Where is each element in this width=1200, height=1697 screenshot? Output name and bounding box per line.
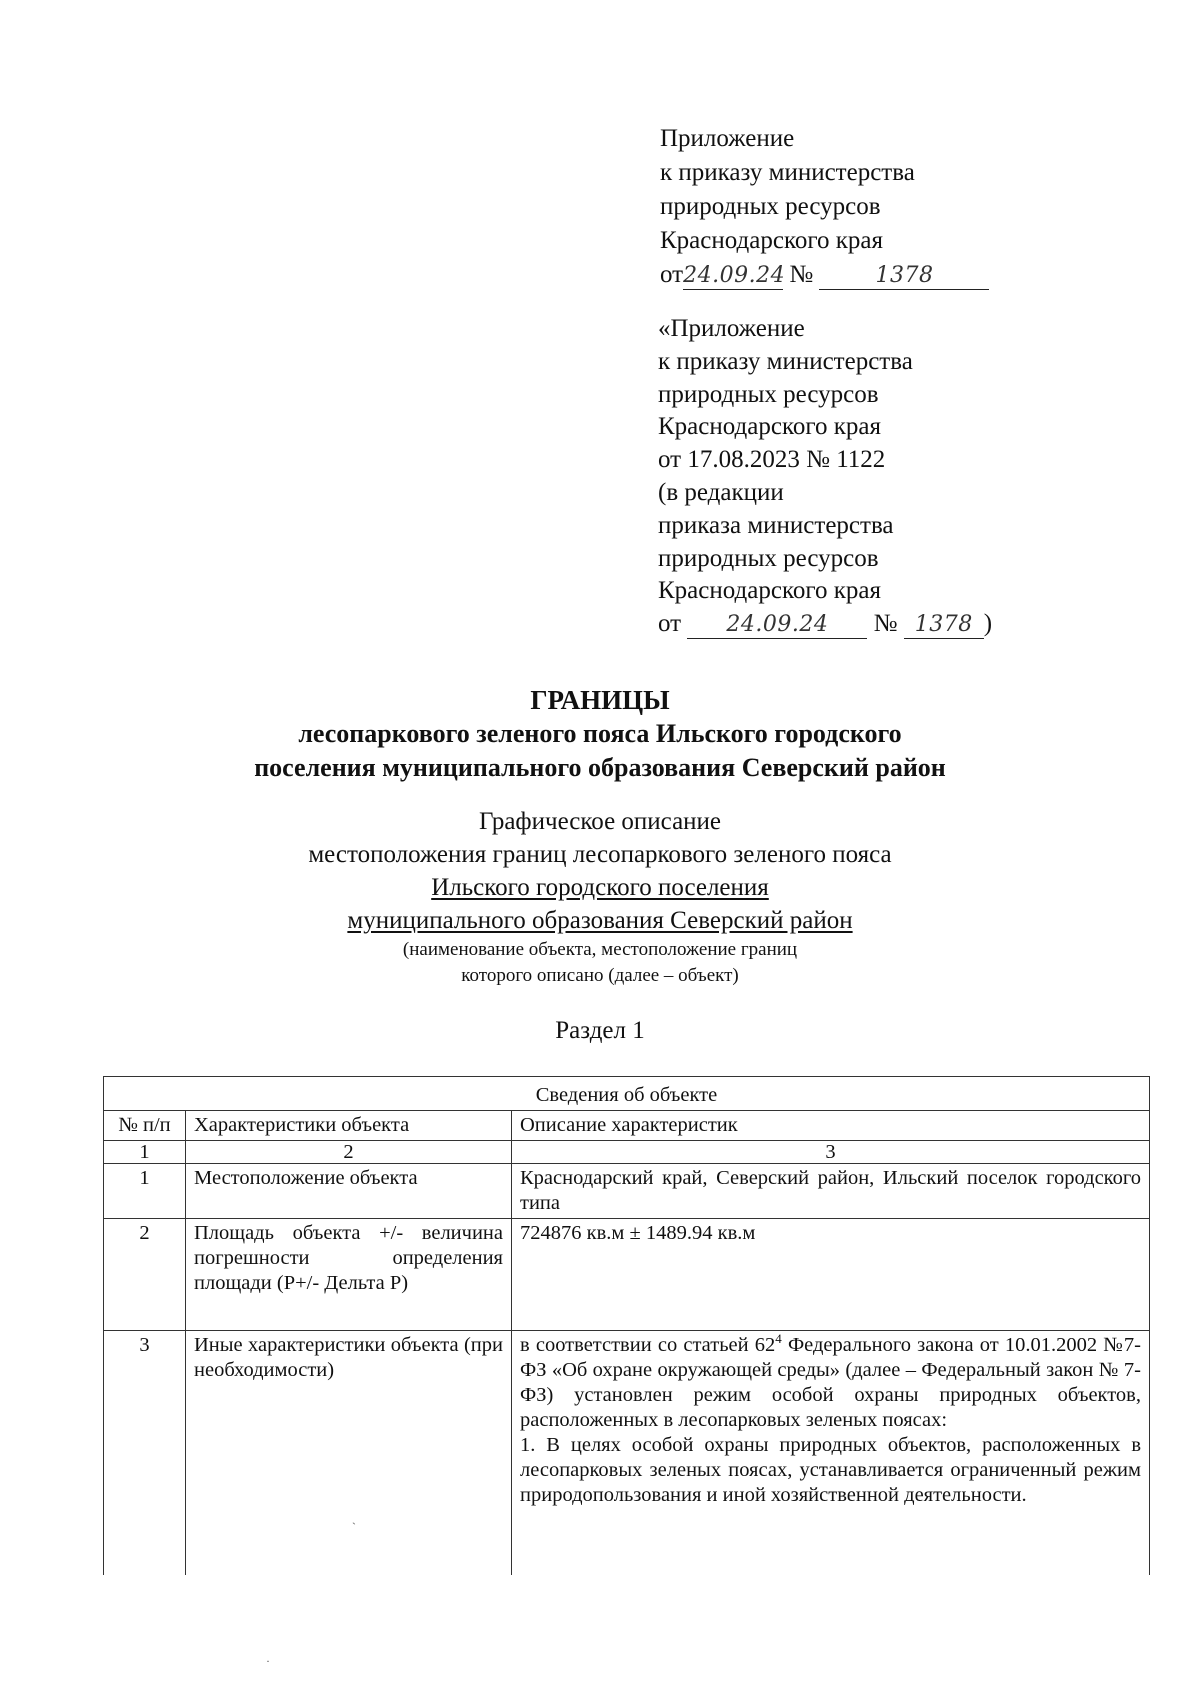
original-order-date: от 17.08.2023 № 1122 (658, 446, 886, 474)
column-number-2: 2 (186, 1141, 512, 1164)
row-number: 3 (104, 1331, 186, 1576)
column-number-3: 3 (512, 1141, 1150, 1164)
edition-order-line: приказа министерства (658, 511, 894, 539)
table-row (104, 1164, 1150, 1219)
section-title: Раздел 1 (555, 1017, 645, 1044)
number-label: № (873, 610, 898, 638)
row-number: 1 (104, 1164, 186, 1219)
description-note-1: (наименование объекта, местоположение границ (402, 939, 798, 960)
row-characteristic: Площадь объекта +/- величина погрешности определения площади (P+/- Дельта P) (186, 1219, 512, 1331)
row-number: 2 (104, 1219, 186, 1331)
amended-appendix-header (658, 313, 1078, 641)
appendix-ministry-line: природных ресурсов (660, 193, 881, 220)
row-characteristic: Иные характеристики объекта (при необходимости) (186, 1331, 512, 1576)
appendix-header (660, 122, 1060, 292)
title-line-2: лесопаркового зеленого пояса Ильского городского (298, 719, 902, 748)
number-label: № (789, 261, 814, 288)
appendix-region-line: Краснодарского края (660, 227, 883, 254)
graphic-description (0, 805, 1200, 989)
from-label: от (658, 610, 682, 638)
title-line-3: поселения муниципального образования Северский район (254, 753, 946, 782)
description-note-2: которого описано (далее – объект) (461, 965, 739, 986)
column-number-1: 1 (104, 1141, 186, 1164)
description-line-3: Ильского городского поселения (431, 874, 769, 901)
article-superscript: 4 (775, 1331, 782, 1347)
table-row (104, 1219, 1150, 1331)
table-caption: Сведения об объекте (104, 1077, 1150, 1111)
edition-ministry-line: природных ресурсов (658, 544, 879, 572)
row-characteristic: Местоположение объекта (186, 1164, 512, 1219)
header-cell-description: Описание характеристик (512, 1111, 1150, 1141)
appendix-order-line: к приказу министерства (660, 159, 915, 186)
row-description (512, 1331, 1150, 1576)
description-text-start: в соответствии со статьей 62 (520, 1334, 776, 1356)
edition-label: (в редакции (658, 478, 784, 506)
description-line-2: местоположения границ лесопаркового зеленого пояса (308, 841, 892, 868)
scan-speck: · (266, 1654, 270, 1668)
column-number-row (104, 1141, 1150, 1164)
table-row (104, 1331, 1150, 1576)
description-text-rest: Федерального закона от 10.01.2002 №7-ФЗ «Об охране окружающей среды» (далее – Федеральный закон № 7-ФЗ) установлен режим особой охраны природных объектов, расположенных в лесопарковых зеленых поясах: (520, 1334, 1141, 1431)
header-cell-number: № п/п (104, 1111, 186, 1141)
handwritten-date: 24.09.24 (687, 612, 867, 639)
row-description: 724876 кв.м ± 1489.94 кв.м (512, 1219, 1150, 1331)
handwritten-number: 1378 (904, 612, 984, 639)
appendix-label: Приложение (660, 125, 795, 152)
table-header-row (104, 1111, 1150, 1141)
header-cell-characteristic: Характеристики объекта (186, 1111, 512, 1141)
appendix-date-line (660, 258, 1060, 292)
scan-speck: ˋ (352, 1520, 356, 1534)
from-label: от (660, 261, 684, 288)
document-title (0, 683, 1200, 785)
edition-region-line: Краснодарского края (658, 577, 881, 605)
handwritten-number: 1378 (819, 263, 989, 290)
description-line-4: муниципального образования Северский район (347, 907, 853, 934)
amended-ministry-line: природных ресурсов (658, 380, 879, 408)
row-description: Краснодарский край, Северский район, Ильский поселок городского типа (512, 1164, 1150, 1219)
handwritten-date: 24.09.24 (683, 263, 786, 288)
title-main: ГРАНИЦЫ (530, 685, 670, 715)
description-item-1: 1. В целях особой охраны природных объектов, расположенных в лесопарковых зеленых поясах, устанавливается ограниченный режим природопользования и иной хозяйственной деятельности. (520, 1434, 1141, 1506)
object-info-table (103, 1076, 1150, 1575)
amended-region-line: Краснодарского края (658, 413, 881, 441)
amended-appendix-label: «Приложение (658, 315, 805, 342)
amended-order-line: к приказу министерства (658, 347, 913, 375)
closing-paren: ) (983, 610, 993, 638)
description-line-1: Графическое описание (478, 808, 722, 835)
edition-date-line (658, 608, 1078, 641)
